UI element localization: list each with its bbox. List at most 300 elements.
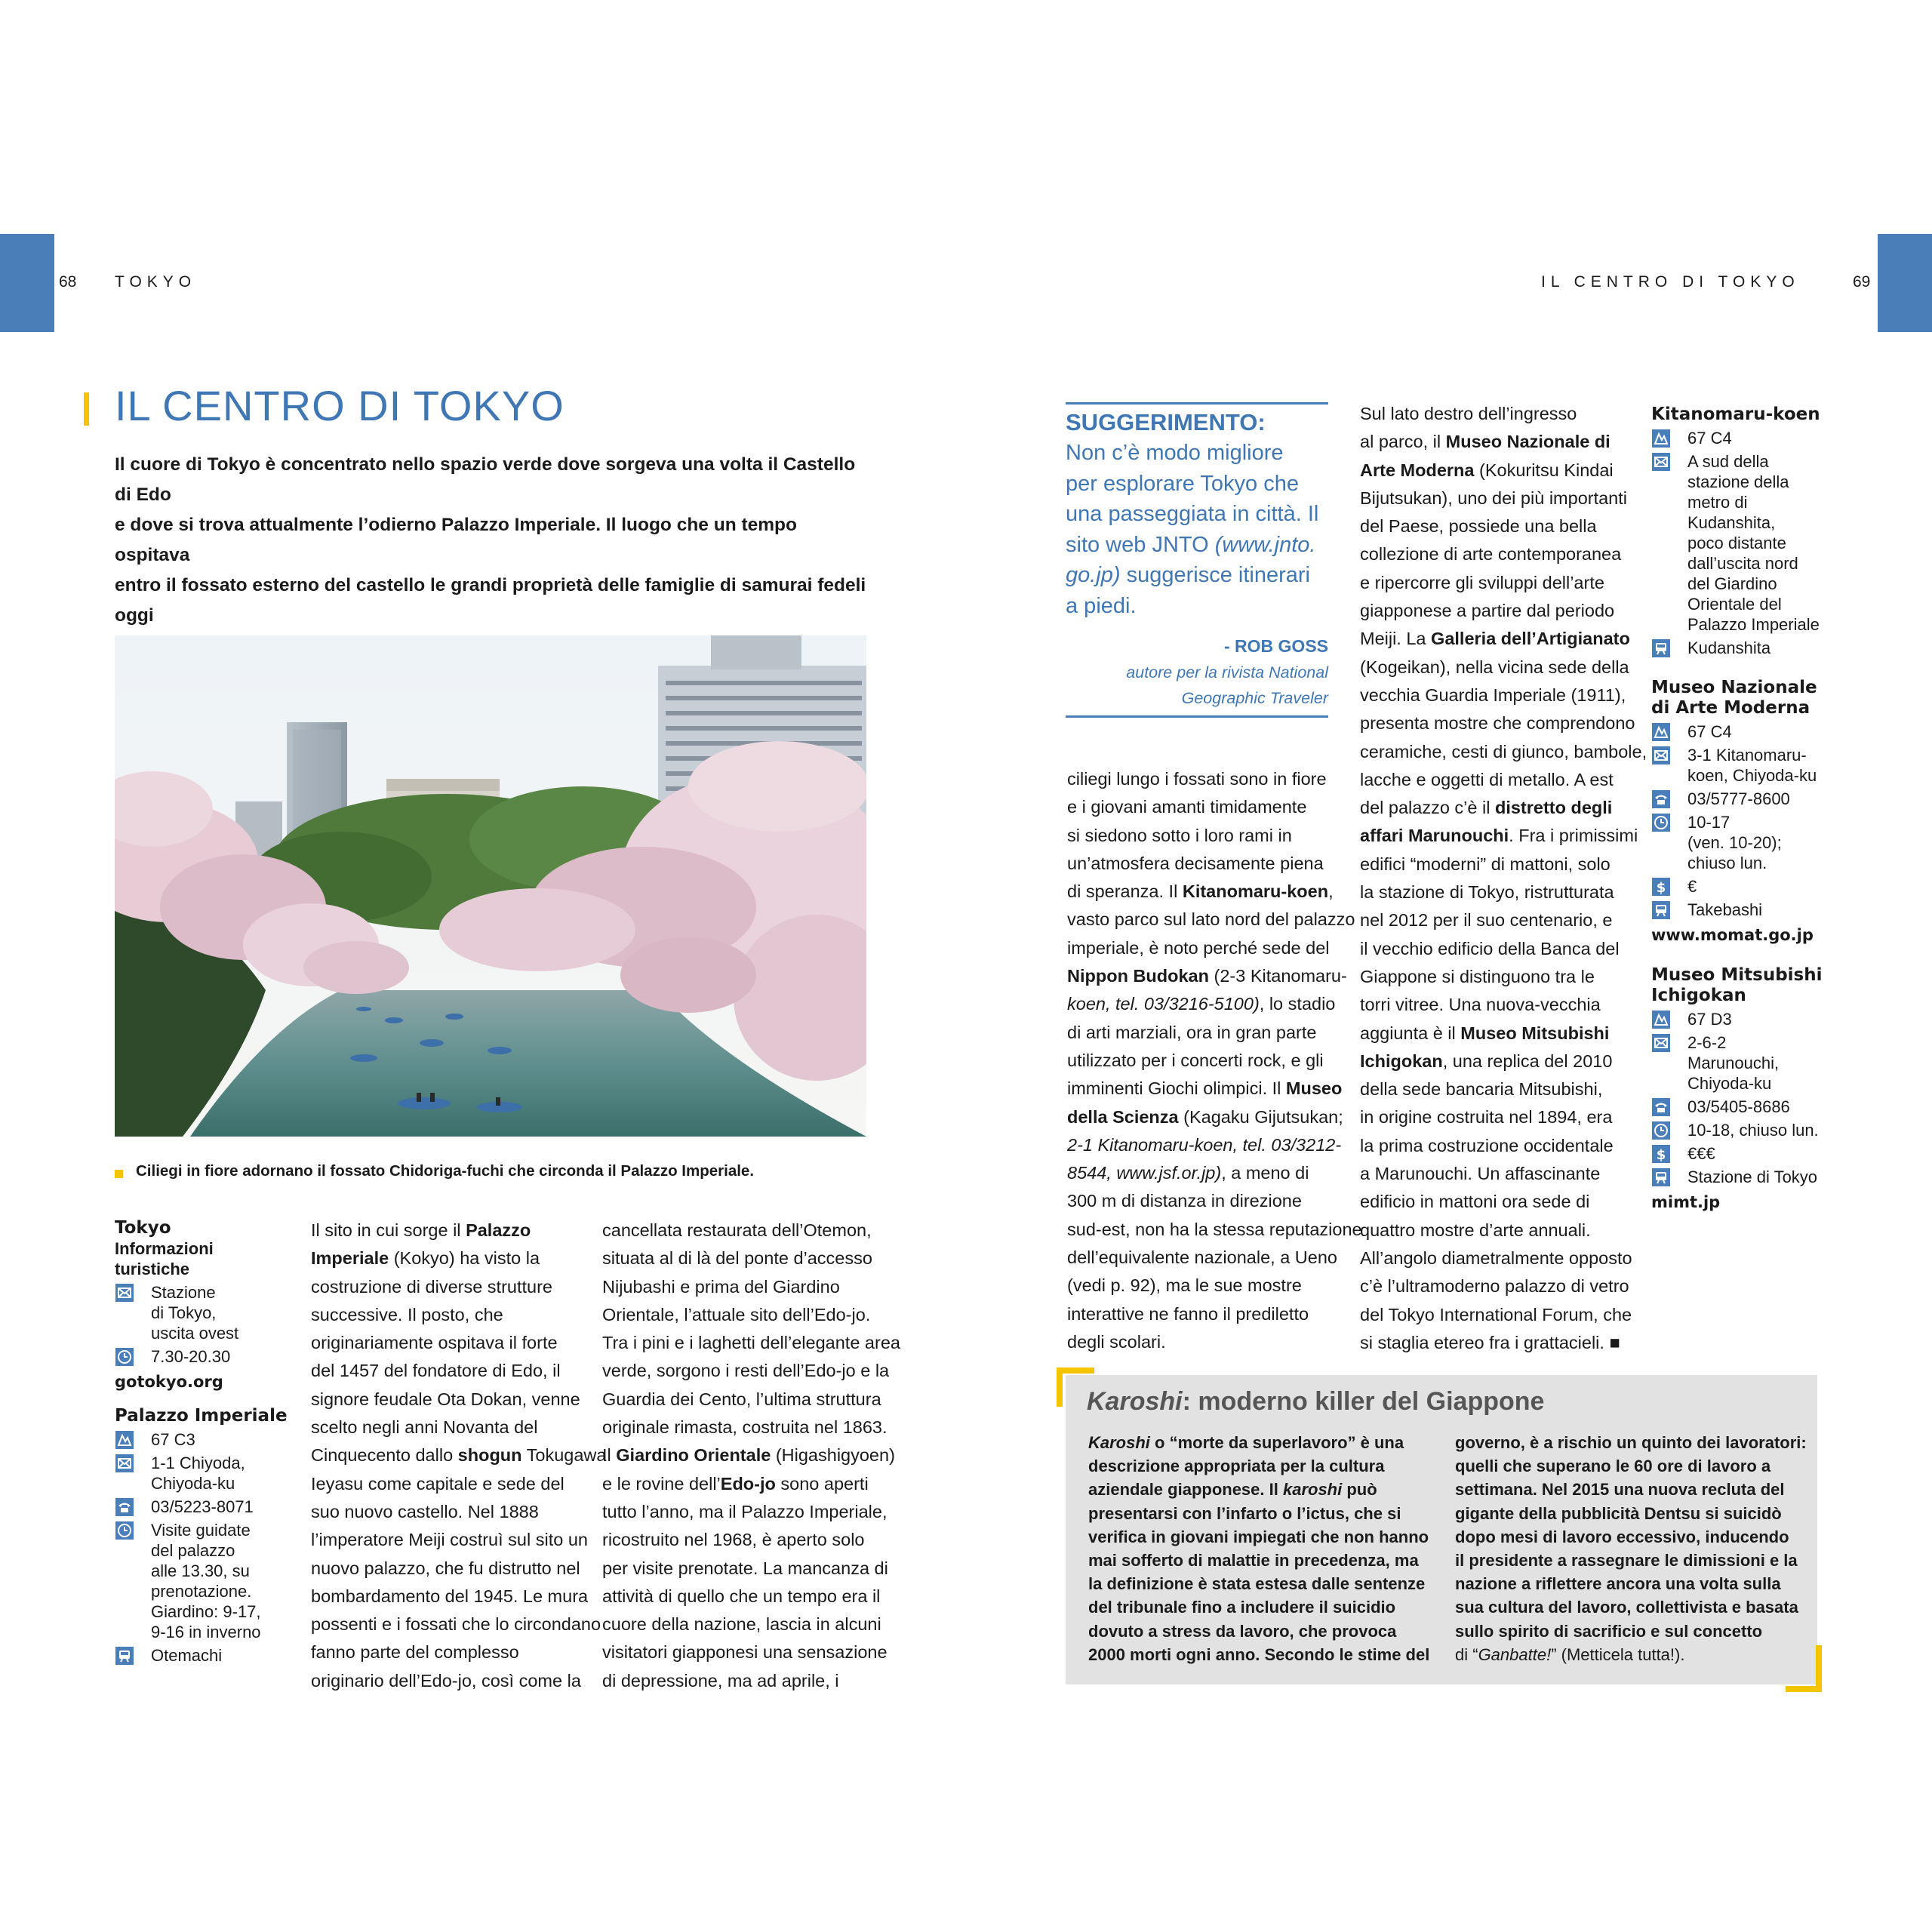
tip-bottom-rule	[1066, 715, 1328, 718]
metro-row	[1651, 900, 1832, 920]
text-line	[1360, 1301, 1647, 1329]
text-line	[1067, 1047, 1362, 1075]
text-segment: la prima costruzione occidentale	[1360, 1135, 1614, 1155]
text-segment: utilizzato per i concerti rock, e gli	[1067, 1050, 1324, 1070]
intro-line: entro il fossato esterno del castello le grandi proprietà delle famiglie di samurai fedeli oggi	[115, 575, 866, 626]
text-segment: Nippon Budokan	[1067, 966, 1209, 986]
text-segment: Ieyasu come capitale e sede del	[311, 1473, 565, 1494]
text-segment: imminenti Giochi olimpici. Il	[1067, 1078, 1286, 1099]
text-line	[1360, 428, 1647, 456]
text-segment: cancellata restaurata dell’Otemon,	[602, 1220, 872, 1240]
address-line: Chiyoda-ku	[1687, 1074, 1772, 1093]
intro-line: Il cuore di Tokyo è concentrato nello spazio verde dove sorgeva una volta il Castello di Edo	[115, 454, 856, 505]
text-segment: koen, tel. 03/3216-5100)	[1067, 994, 1260, 1014]
tip-author: - ROB GOSS	[1223, 636, 1328, 656]
map-row	[1651, 721, 1832, 742]
tip-text: suggerisce itinerari	[1120, 563, 1310, 587]
address-line: del Giardino	[1687, 574, 1777, 593]
text-line	[1088, 1549, 1429, 1572]
tip-web: go.jp)	[1066, 563, 1121, 587]
address-line: 3-1 Kitanomaru-	[1687, 746, 1807, 764]
text-segment: l’imperatore Meiji costruì sul sito un	[311, 1530, 588, 1550]
text-line	[311, 1667, 606, 1695]
sidebar-title: Museo Nazionale	[1651, 678, 1817, 697]
text-segment: Guardia dei Cento, l’ultima struttura	[602, 1389, 881, 1409]
text-segment: (Higashigyoen)	[771, 1445, 895, 1466]
text-segment: può	[1342, 1480, 1377, 1500]
map-ref: 67 D3	[1687, 1010, 1732, 1029]
sidebar-subtitle: turistiche	[115, 1260, 190, 1278]
price-icon	[1651, 878, 1671, 896]
map-row	[1651, 1009, 1832, 1029]
text-line	[1067, 1159, 1362, 1187]
text-segment: (Kagaku Gijutsukan;	[1178, 1106, 1343, 1127]
text-line	[311, 1611, 606, 1638]
text-line	[1067, 1216, 1362, 1244]
hours-row	[115, 1520, 296, 1642]
text-line	[1360, 963, 1647, 991]
text-segment: , lo stadio	[1259, 994, 1336, 1014]
text-line	[602, 1244, 900, 1272]
phone-number: 03/5405-8686	[1687, 1097, 1790, 1116]
hours-icon	[1651, 814, 1671, 832]
text-line	[602, 1583, 900, 1611]
address-icon	[1651, 746, 1671, 764]
text-line	[1067, 1244, 1362, 1272]
tip-heading: SUGGERIMENTO:	[1066, 409, 1266, 435]
text-segment: Museo Mitsubishi	[1460, 1023, 1610, 1043]
text-segment: interattive ne fanno il prediletto	[1067, 1303, 1309, 1324]
address-icon	[1651, 453, 1671, 471]
hours-line: prenotazione.	[151, 1582, 252, 1601]
text-segment: possenti e i fossati che lo circondano	[311, 1614, 601, 1635]
text-line	[311, 1470, 606, 1498]
text-segment: (2-3 Kitanomaru-	[1208, 966, 1347, 986]
text-line	[1088, 1620, 1429, 1643]
right-sidebar	[1651, 405, 1832, 1226]
text-segment: situata al di là del ponte d’accesso	[602, 1248, 872, 1269]
text-line	[1088, 1478, 1429, 1501]
text-segment: visitatori giapponesi una sensazione	[602, 1642, 888, 1663]
phone-row	[115, 1497, 296, 1517]
text-segment: della sede bancaria Mitsubishi,	[1360, 1079, 1603, 1100]
text-segment: sono aperti	[775, 1473, 869, 1494]
tip-line: a piedi.	[1066, 593, 1137, 618]
hours-line: (ven. 10-20);	[1687, 833, 1782, 852]
text-line	[311, 1441, 606, 1469]
text-segment: successive. Il posto, che	[311, 1304, 503, 1324]
text-segment: ■	[1609, 1332, 1620, 1352]
text-segment: originario dell’Edo-jo, così come la	[311, 1670, 581, 1690]
hours-row	[1651, 1120, 1832, 1140]
text-segment: e le rovine dell’	[602, 1473, 721, 1494]
text-segment: Ganbatte!	[1478, 1644, 1552, 1664]
box-col-1	[1088, 1431, 1429, 1666]
text-line	[1360, 935, 1647, 963]
price-level: €€€	[1687, 1144, 1715, 1163]
text-segment: un’atmosfera decisamente piena	[1067, 853, 1324, 873]
text-line	[602, 1217, 900, 1244]
website-link[interactable]: mimt.jp	[1651, 1193, 1721, 1211]
text-line	[1067, 1272, 1362, 1300]
text-segment: si staglia etereo fra i grattacieli.	[1360, 1332, 1610, 1352]
text-line	[311, 1329, 606, 1357]
sidebar-title: Kitanomaru-koen	[1651, 405, 1820, 424]
text-segment: ceramiche, cesti di giunco, bambole,	[1360, 741, 1647, 761]
text-segment: signore feudale Ota Dokan, venne	[311, 1389, 580, 1409]
text-segment: dovuto a stress da lavoro, che provoca	[1088, 1621, 1397, 1641]
text-segment: Kitanomaru-koen	[1182, 881, 1329, 902]
text-line	[311, 1357, 606, 1385]
text-segment: si siedono sotto i loro rami in	[1067, 825, 1292, 845]
hours-line: Giardino: 9-17,	[151, 1602, 261, 1621]
text-line	[1360, 681, 1647, 709]
website-link[interactable]: www.momat.go.jp	[1651, 926, 1814, 944]
text-line	[1360, 1020, 1647, 1048]
box-title-rest: : moderno killer del Giappone	[1182, 1387, 1545, 1416]
text-segment: Tra i pini e i laghetti dell’elegante area	[602, 1333, 900, 1353]
text-segment: della Scienza	[1067, 1106, 1179, 1127]
text-segment: il presidente a rassegnare le dimissioni e la	[1455, 1551, 1798, 1571]
text-line	[1067, 990, 1362, 1018]
address-row	[1651, 451, 1832, 635]
text-line	[311, 1638, 606, 1666]
text-segment: dell’equivalente nazionale, a Ueno	[1067, 1247, 1337, 1268]
text-segment: Il sito in cui sorge il	[311, 1220, 466, 1240]
tip-text: sito web JNTO	[1066, 532, 1215, 557]
address-line: uscita ovest	[151, 1324, 239, 1343]
text-segment: Giappone si distinguono tra le	[1360, 966, 1595, 986]
hours-line: 9-16 in inverno	[151, 1623, 261, 1641]
text-line	[1455, 1572, 1807, 1595]
text-segment: Sul lato destro dell’ingresso	[1360, 404, 1577, 423]
text-line	[602, 1638, 900, 1666]
text-segment: nazione a riflettere ancora una volta sulla	[1455, 1574, 1781, 1594]
text-line	[311, 1273, 606, 1301]
text-segment: c’è l’ultramoderno palazzo di vetro	[1360, 1276, 1629, 1297]
map-ref: 67 C4	[1687, 722, 1732, 741]
text-line	[602, 1273, 900, 1301]
text-segment: torri vitree. Una nuova-vecchia	[1360, 995, 1601, 1015]
sidebar-title: Museo Mitsubishi	[1651, 965, 1823, 985]
text-segment: o “morte da superlavoro” è una	[1149, 1433, 1404, 1452]
text-segment: attività di quello che un tempo era il	[602, 1586, 881, 1606]
text-segment: Museo	[1285, 1078, 1343, 1099]
right-body-col-2	[1360, 400, 1647, 1357]
text-segment: originale rimasta, costruita nel 1863.	[602, 1417, 888, 1438]
text-line	[1067, 1103, 1362, 1131]
address-row	[115, 1453, 296, 1494]
text-line	[1088, 1502, 1429, 1525]
photo-caption: Ciliegi in fiore adornano il fossato Chidoriga-fuchi che circonda il Palazzo Imperiale.	[136, 1162, 755, 1180]
text-line	[602, 1386, 900, 1414]
text-line	[602, 1498, 900, 1526]
text-line	[1067, 1131, 1362, 1159]
hours-icon	[1651, 1121, 1671, 1140]
sidebar-title: Palazzo Imperiale	[115, 1406, 288, 1426]
text-line	[602, 1441, 900, 1469]
text-segment: presentarsi con l’infarto o l’ictus, che si	[1088, 1503, 1401, 1523]
text-line	[1360, 1244, 1647, 1272]
text-line	[1455, 1478, 1807, 1501]
text-line	[602, 1414, 900, 1441]
text-segment: nuovo palazzo, che fu distrutto nel	[311, 1558, 580, 1578]
text-segment: Nijubashi e prima del Giardino	[602, 1276, 840, 1297]
text-segment: quattro mostre d’arte annuali.	[1360, 1220, 1591, 1240]
text-line	[1088, 1595, 1429, 1619]
hours-line: 10-17	[1687, 813, 1730, 832]
text-segment: 8544, www.jsf.or.jp)	[1067, 1163, 1222, 1183]
text-segment: fanno parte del complesso	[311, 1642, 519, 1663]
sidebar-subtitle: Informazioni	[115, 1239, 214, 1258]
metro-icon	[1651, 639, 1671, 657]
text-segment: ” (Metticela tutta!).	[1551, 1644, 1685, 1664]
info-palazzo-imperiale	[115, 1406, 296, 1666]
box-title	[1087, 1387, 1544, 1417]
text-segment: Orientale, l’attuale sito dell’Edo-jo.	[602, 1304, 871, 1324]
text-line	[1360, 512, 1647, 540]
text-segment: gigante della pubblicità Dentsu si suicidò	[1455, 1503, 1782, 1523]
tip-line: per esplorare Tokyo che	[1066, 471, 1299, 496]
map-icon	[1651, 723, 1671, 741]
address-line: 2-6-2	[1687, 1033, 1727, 1052]
text-line	[1088, 1572, 1429, 1595]
text-line	[602, 1329, 900, 1357]
hours-line: del palazzo	[151, 1541, 235, 1560]
text-line	[602, 1357, 900, 1385]
text-segment: aggiunta è il	[1360, 1023, 1461, 1043]
text-line	[311, 1555, 606, 1583]
text-line	[311, 1244, 606, 1272]
text-segment: All’angolo diametralmente opposto	[1360, 1247, 1632, 1268]
text-line	[1360, 1160, 1647, 1188]
phone-icon	[1651, 1098, 1671, 1116]
address-line: Marunouchi,	[1687, 1054, 1780, 1072]
metro-row	[1651, 638, 1832, 658]
text-segment: (vedi p. 92), ma le sue mostre	[1067, 1275, 1302, 1296]
hours-row	[1651, 812, 1832, 873]
right-page-tab	[1878, 234, 1932, 332]
left-body-col-2	[311, 1217, 606, 1695]
text-line	[1360, 597, 1647, 625]
address-icon	[115, 1284, 134, 1302]
text-segment: del palazzo c’è il	[1360, 798, 1495, 818]
svg-text:$: $	[1656, 880, 1666, 896]
sidebar-title: di Arte Moderna	[1651, 698, 1810, 718]
right-body-col-1	[1067, 765, 1362, 1356]
text-line	[602, 1555, 900, 1583]
text-segment: Tokugawa	[521, 1445, 607, 1466]
tip-line	[1066, 560, 1337, 591]
text-segment: edificio in mattoni ora sede di	[1360, 1192, 1590, 1212]
caption-bullet	[115, 1170, 123, 1178]
hours-row	[115, 1346, 296, 1367]
text-line	[1088, 1431, 1429, 1454]
address-line: 1-1 Chiyoda,	[151, 1454, 245, 1472]
hours-icon	[115, 1348, 134, 1366]
left-page-number: 68	[59, 273, 77, 291]
text-segment: al parco, il	[1360, 432, 1446, 452]
address-line: Kudanshita,	[1687, 513, 1776, 532]
metro-icon	[1651, 1168, 1671, 1186]
text-line	[1360, 851, 1647, 878]
text-segment: la stazione di Tokyo, ristrutturata	[1360, 882, 1614, 903]
metro-station: Takebashi	[1687, 900, 1763, 919]
text-segment: giapponese a partire dal periodo	[1360, 601, 1615, 621]
text-line	[311, 1414, 606, 1441]
text-segment: Edo-jo	[720, 1473, 776, 1494]
text-line	[1360, 540, 1647, 568]
hours-line: alle 13.30, su	[151, 1561, 250, 1580]
text-line	[1455, 1454, 1807, 1478]
text-segment: (Kokuritsu Kindai	[1474, 460, 1614, 480]
metro-icon	[115, 1647, 134, 1665]
text-line	[1067, 1187, 1362, 1215]
left-body-col-3	[602, 1217, 900, 1695]
text-segment: vecchia Guardia Imperiale (1911),	[1360, 685, 1626, 705]
right-running-head: IL CENTRO DI TOKYO	[1541, 273, 1800, 291]
text-segment: 300 m di distanza in direzione	[1067, 1191, 1302, 1211]
map-ref: 67 C4	[1687, 429, 1732, 448]
text-line	[1455, 1525, 1807, 1549]
page-title: IL CENTRO DI TOKYO	[115, 382, 565, 429]
text-segment: suo nuovo castello. Nel 1888	[311, 1501, 539, 1521]
text-segment: a Marunouchi. Un affascinante	[1360, 1164, 1601, 1184]
metro-station: Kudanshita	[1687, 638, 1771, 657]
text-segment: degli scolari.	[1067, 1331, 1166, 1352]
text-line	[1067, 822, 1362, 850]
metro-row	[115, 1645, 296, 1666]
address-line: stazione della	[1687, 472, 1789, 491]
text-line	[1360, 1103, 1647, 1131]
text-line	[1360, 709, 1647, 737]
text-segment: lacche e oggetti di metallo. A est	[1360, 769, 1614, 789]
map-icon	[1651, 429, 1671, 448]
text-line	[602, 1526, 900, 1554]
right-page-number: 69	[1853, 273, 1871, 291]
text-segment: di depressione, ma ad aprile, i	[602, 1670, 839, 1690]
address-line: koen, Chiyoda-ku	[1687, 766, 1817, 785]
text-segment: di speranza. Il	[1067, 881, 1183, 902]
text-segment: distretto degli	[1494, 798, 1613, 818]
text-line	[1088, 1454, 1429, 1478]
price-row	[1651, 876, 1832, 897]
intro-line: e dove si trova attualmente l’odierno Palazzo Imperiale. Il luogo che un tempo ospitava	[115, 515, 797, 565]
text-line	[311, 1386, 606, 1414]
tip-author-role: autore per la rivista National	[1126, 663, 1328, 681]
text-segment: governo, è a rischio un quinto dei lavoratori:	[1455, 1433, 1807, 1452]
info-museo-nazionale	[1651, 678, 1832, 946]
phone-icon	[115, 1498, 134, 1516]
text-segment: Arte Moderna	[1360, 460, 1475, 480]
map-row	[115, 1429, 296, 1450]
text-line	[1067, 793, 1362, 821]
text-segment: Giardino Orientale	[616, 1445, 771, 1466]
text-segment: per visite prenotate. La mancanza di	[602, 1558, 888, 1578]
address-line: metro di	[1687, 493, 1748, 512]
map-icon	[1651, 1011, 1671, 1029]
info-museo-mitsubishi	[1651, 965, 1832, 1213]
text-line	[1455, 1549, 1807, 1572]
text-line	[1360, 738, 1647, 766]
text-segment: e ripercorre gli sviluppi dell’arte	[1360, 572, 1604, 592]
text-line	[1360, 991, 1647, 1019]
text-segment: quelli che superano le 60 ore di lavoro a	[1455, 1457, 1771, 1476]
text-segment: aziendale giapponese. Il	[1088, 1480, 1283, 1500]
text-segment: il vecchio edificio della Banca del	[1360, 938, 1620, 958]
text-segment: presenta mostre che comprendono	[1360, 713, 1635, 734]
phone-number: 03/5223-8071	[151, 1497, 254, 1516]
text-line	[1455, 1502, 1807, 1525]
text-segment: cuore della nazione, lascia in alcuni	[602, 1614, 881, 1635]
text-line	[602, 1667, 900, 1695]
address-row	[1651, 1032, 1832, 1094]
info-kitanomaru	[1651, 405, 1832, 658]
text-segment: Karoshi	[1088, 1433, 1150, 1452]
text-segment: di “	[1455, 1644, 1478, 1664]
address-line: Palazzo Imperiale	[1687, 615, 1820, 634]
metro-row	[1651, 1167, 1832, 1187]
text-segment: scelto negli anni Novanta del	[311, 1417, 538, 1438]
hours-line: chiuso lun.	[1687, 854, 1767, 872]
address-icon	[1651, 1034, 1671, 1052]
phone-number: 03/5777-8600	[1687, 789, 1790, 808]
hours-line: Visite guidate	[151, 1521, 251, 1540]
text-segment: sud-est, non ha la stessa reputazione	[1067, 1219, 1362, 1239]
text-line	[602, 1301, 900, 1329]
text-line	[1360, 906, 1647, 934]
tip-box	[1066, 408, 1337, 711]
address-line: A sud della	[1687, 452, 1769, 471]
text-segment: Il	[602, 1445, 617, 1466]
address-line: di Tokyo,	[151, 1303, 217, 1322]
phone-row	[1651, 789, 1832, 809]
text-line	[1067, 1019, 1362, 1047]
left-sidebar	[115, 1218, 296, 1679]
text-line	[1360, 794, 1647, 822]
text-line	[1360, 654, 1647, 681]
left-running-head: TOKYO	[115, 273, 197, 291]
text-line	[1067, 878, 1362, 906]
text-segment: Ichigokan	[1360, 1051, 1443, 1071]
text-line	[1360, 1329, 1647, 1357]
text-line	[1360, 1048, 1647, 1075]
text-segment: Bijutsukan), uno dei più importanti	[1360, 488, 1628, 508]
text-segment: in origine costruita nel 1894, era	[1360, 1107, 1613, 1128]
text-segment: costruzione di diverse strutture	[311, 1276, 553, 1297]
cherry-blossom-photo	[115, 635, 866, 1137]
address-line: dall’uscita nord	[1687, 554, 1798, 573]
text-segment: del Paese, possiede una bella	[1360, 516, 1597, 537]
text-line	[1088, 1525, 1429, 1549]
text-line	[1360, 1217, 1647, 1244]
text-line	[1360, 1075, 1647, 1103]
text-segment: originariamente ospitava il forte	[311, 1333, 558, 1353]
address-row	[1651, 745, 1832, 786]
text-line	[1067, 850, 1362, 878]
tip-line: Non c’è modo migliore	[1066, 441, 1284, 465]
text-segment: edifici “moderni” di mattoni, solo	[1360, 854, 1611, 874]
text-segment: Imperiale	[311, 1248, 389, 1269]
text-line	[311, 1583, 606, 1611]
text-segment: dopo mesi di lavoro eccessivo, inducendo	[1455, 1527, 1789, 1546]
text-line	[1360, 766, 1647, 794]
text-segment: 2000 morti ogni anno. Secondo le stime del	[1088, 1644, 1430, 1664]
text-line	[1088, 1643, 1429, 1666]
website-link[interactable]: gotokyo.org	[115, 1373, 223, 1391]
text-line	[1360, 625, 1647, 653]
text-segment: verde, sorgono i resti dell’Edo-jo e la	[602, 1361, 890, 1381]
